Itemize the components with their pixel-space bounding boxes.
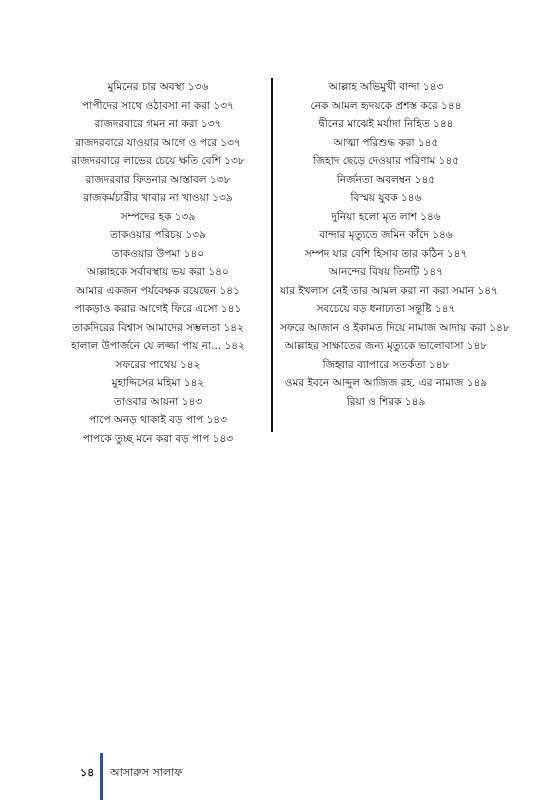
toc-entry: সবচেয়ে বড় ধনাঢ্যতা সন্তুষ্টি ১৪৭	[316, 303, 456, 315]
toc-entry: রাজদরবার ফিতনার আস্তাবল ১৩৮	[85, 173, 231, 186]
toc-entry: মুহাদ্দিসের মহিমা ১৪২	[111, 377, 205, 389]
column-divider	[271, 78, 273, 432]
toc-entry: আল্লাহকে সর্বাবস্থায় ভয় করা ১৪০	[87, 266, 229, 278]
toc-entry: সম্পদের হক ১৩৯	[120, 210, 196, 223]
toc-entry: দ্বীনের মাঝেই মর্যাদা নিহিত ১৪৪	[318, 118, 454, 130]
page-number: ১৪	[80, 766, 95, 779]
toc-entry: পাপীদের সাথে ওঠাবসা না করা ১৩৭	[82, 99, 234, 112]
toc-entry: আনন্দের বিষয় তিনটি ১৪৭	[328, 266, 444, 278]
toc-entry: আমার একজন পর্যবেক্ষক রয়েছেন ১৪১	[76, 284, 240, 297]
toc-right-column	[280, 78, 510, 411]
footer-accent-bar	[100, 753, 103, 800]
toc-entry: রাজদরবারে যাওয়ার আগে ও পরে ১৩৭	[75, 136, 241, 149]
toc-entry: পাপকে তুচ্ছ মনে করা বড় পাপ ১৪৩	[82, 432, 234, 445]
toc-entry: রাজদরবারে গমন না করা ১৩৭	[94, 118, 222, 130]
toc-entry: নেক আমল হৃদয়কে প্রশস্ত করে ১৪৪	[310, 99, 462, 112]
toc-entry: রাজদরবারে লাভের চেয়ে ক্ষতি বেশি ১৩৮	[71, 155, 245, 167]
toc-entry: হালাল উপার্জনে যে লজ্জা পায় না... ১৪২	[71, 340, 245, 352]
toc-entry: রিয়া ও শিরক ১৪৯	[346, 395, 426, 408]
toc-entry: দুনিয়া হলো মৃত লাশ ১৪৬	[331, 210, 441, 223]
toc-entry: জিহাদ ছেড়ে দেওয়ার পরিণাম ১৪৫	[312, 155, 460, 167]
toc-entry: যার ইখলাস নেই তার আমল করা না করা সমান ১৪৭	[280, 284, 498, 297]
toc-entry: রাজকর্মচারীর খাবার না খাওয়া ১৩৯	[83, 192, 233, 204]
toc-left-column	[52, 78, 264, 448]
toc-entry: আল্লাহ অভিমুখী বান্দা ১৪৩	[328, 81, 444, 93]
toc-entry: বিস্ময় যুবক ১৪৬	[350, 192, 422, 204]
toc-entry: সফরে আজান ও ইকামত দিয়ে নামাজ আদায় করা ১৪৮	[280, 321, 510, 334]
toc-entry: তাকওয়ার পরিচয় ১৩৯	[110, 229, 206, 241]
toc-entry: সম্পদ যার বেশি হিসাব তার কঠিন ১৪৭	[304, 247, 468, 260]
toc-entry: ওমর ইবনে আব্দুল আজিজ রহ. এর নামাজ ১৪৯	[284, 377, 488, 389]
toc-entry: তাকওয়ার উপমা ১৪০	[111, 247, 205, 260]
toc-entry: আত্মা পরিশুদ্ধ করা ১৪৫	[333, 136, 439, 149]
toc-entry: তাকদিরের বিশ্বাস আমাদের সম্ভলতা ১৪২	[72, 321, 244, 334]
toc-entry: মুমিনের চার অবস্থা ১৩৬	[107, 81, 209, 93]
toc-entry: সফরের পাথেয় ১৪২	[115, 358, 201, 371]
toc-entry: জিহ্বার ব্যাপারে সতর্কতা ১৪৮	[322, 358, 450, 371]
toc-entry: তাওবার আয়না ১৪৩	[113, 395, 203, 408]
book-title: আসারুস সালাফ	[110, 766, 183, 779]
toc-entry: পাপে অনড় থাকাই বড় পাপ ১৪৩	[89, 414, 227, 426]
toc-entry: আল্লাহর সাক্ষাতের জন্য মৃত্যুকে ভালোবাসা ১৪৮	[284, 340, 488, 352]
toc-entry: নির্জনতা অবলম্বন ১৪৫	[336, 173, 436, 186]
toc-entry: পাকড়াও করার আগেই ফিরে এসো ১৪১	[74, 303, 242, 315]
toc-entry: বান্দার মৃত্যুতে জমিন কাঁদে ১৪৬	[319, 229, 453, 241]
